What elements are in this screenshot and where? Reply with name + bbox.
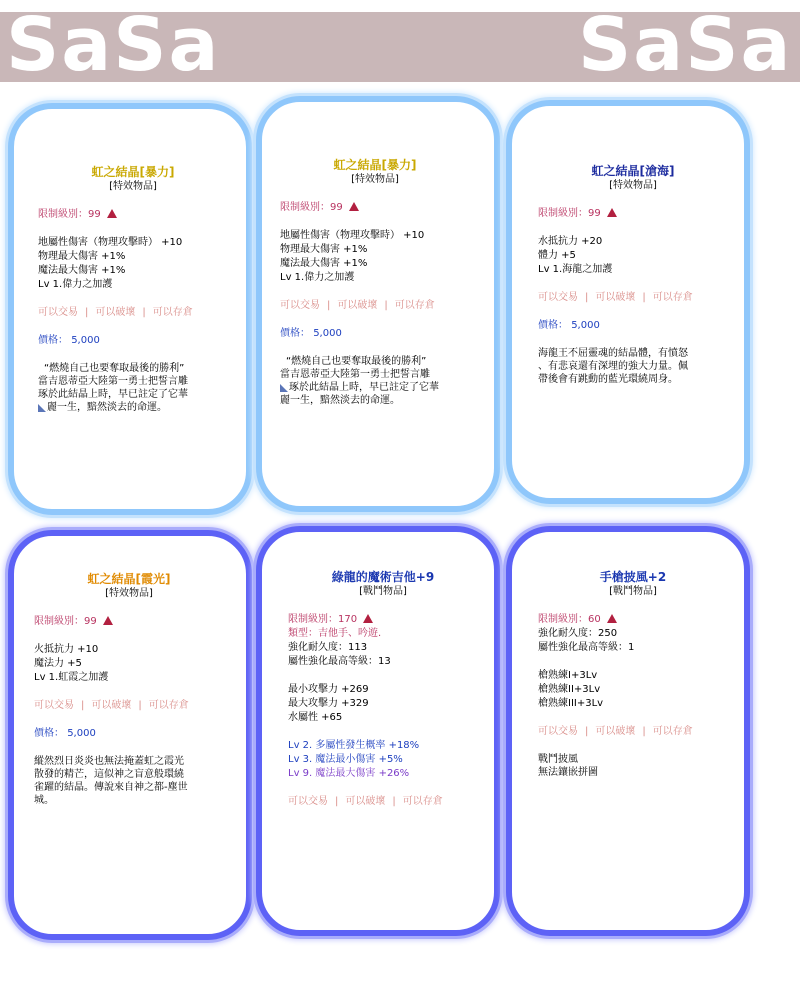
header-banner xyxy=(0,12,800,82)
stat-line: 火抵抗力 +10 xyxy=(34,644,99,655)
stat-line: 魔法最大傷害 +1% xyxy=(280,258,368,269)
up-triangle-icon xyxy=(363,614,373,623)
level-requirement: 限制級別：99 xyxy=(280,201,470,215)
attack-line: 最小攻擊力 +269 xyxy=(288,684,369,695)
item-card-green-dragon-guitar xyxy=(256,526,500,936)
bonus-line: Lv 9. 魔法最大傷害 +26% xyxy=(288,768,410,779)
permissions: 可以交易 | 可以破壞 | 可以存倉 xyxy=(38,307,193,318)
stat-line: 強化耐久度：250 xyxy=(538,628,618,639)
price: 價格： 5,000 xyxy=(280,328,342,339)
item-title: 虹之結晶[滄海] xyxy=(591,164,675,178)
stat-line: 體力 +5 xyxy=(538,250,576,261)
bonus-line: Lv 2. 多屬性發生概率 +18% xyxy=(288,740,420,751)
item-title: 手槍披風+2 xyxy=(599,570,667,584)
item-title: 虹之結晶[霞光] xyxy=(87,572,171,586)
level-requirement: 限制級別：60 xyxy=(538,613,728,627)
item-card-rainbow-crystal-ocean xyxy=(506,100,750,504)
skill-line: 槍熟練III+3Lv xyxy=(538,698,604,709)
item-title: 虹之結晶[暴力] xyxy=(333,158,417,172)
skill-line: 槍熟練I+3Lv xyxy=(538,670,598,681)
permissions: 可以交易 | 可以破壞 | 可以存倉 xyxy=(538,726,693,737)
permissions: 可以交易 | 可以破壞 | 可以存倉 xyxy=(288,796,443,807)
up-triangle-icon xyxy=(607,614,617,623)
item-description: 戰鬥披風 無法鑲嵌拼圖 xyxy=(538,754,598,778)
bonus-line: Lv 3. 魔法最小傷害 +5% xyxy=(288,754,403,765)
permissions: 可以交易 | 可以破壞 | 可以存倉 xyxy=(34,700,189,711)
stat-line: Lv 1.偉力之加護 xyxy=(280,272,355,283)
item-title: 虹之結晶[暴力] xyxy=(91,165,175,179)
stat-line: 物理最大傷害 +1% xyxy=(38,251,126,262)
permissions: 可以交易 | 可以破壞 | 可以存倉 xyxy=(538,292,693,303)
corner-marker-icon xyxy=(38,404,46,412)
stat-line: 屬性強化最高等級：13 xyxy=(288,656,391,667)
level-requirement: 限制級別：99 xyxy=(538,207,728,221)
price: 價格： 5,000 xyxy=(34,728,96,739)
logo-right: SaSa xyxy=(578,12,793,82)
stat-line: 物理最大傷害 +1% xyxy=(280,244,368,255)
stat-line: Lv 1.偉力之加護 xyxy=(38,279,113,290)
item-description: “燃燒自己也要奪取最後的勝利” 當吉恩蒂亞大陸第一勇士把誓言雕 琢於此結晶上時，早已註定了它華 麗一生，黯然淡去的命運。 xyxy=(38,363,188,413)
up-triangle-icon xyxy=(349,202,359,211)
item-card-rainbow-crystal-violence-1 xyxy=(8,103,252,515)
stat-line: Lv 1.海龍之加護 xyxy=(538,264,613,275)
stat-line: 水抵抗力 +20 xyxy=(538,236,603,247)
price: 價格： 5,000 xyxy=(38,335,100,346)
item-category: [戰鬥物品] xyxy=(359,586,407,597)
item-card-rainbow-crystal-sunset xyxy=(8,530,252,940)
item-category: [戰鬥物品] xyxy=(609,586,657,597)
permissions: 可以交易 | 可以破壞 | 可以存倉 xyxy=(280,300,435,311)
skill-line: 槍熟練II+3Lv xyxy=(538,684,601,695)
stat-line: 屬性強化最高等級：1 xyxy=(538,642,635,653)
up-triangle-icon xyxy=(607,208,617,217)
item-type: 類型：吉他手、吟遊. xyxy=(288,628,382,639)
up-triangle-icon xyxy=(103,616,113,625)
item-card-rainbow-crystal-violence-2 xyxy=(256,96,500,512)
price: 價格： 5,000 xyxy=(538,320,600,331)
item-description: 縱然烈日炎炎也無法掩蓋虹之霞光 散發的精芒，這似神之盲意般環繞 雀躍的結晶。傳說來自神之都-塵世 城。 xyxy=(34,756,188,806)
stat-line: Lv 1.虹霞之加護 xyxy=(34,672,109,683)
up-triangle-icon xyxy=(107,209,117,218)
corner-marker-icon xyxy=(280,384,288,392)
stat-line: 地屬性傷害（物理攻擊時） +10 xyxy=(280,230,425,241)
stat-line: 魔法力 +5 xyxy=(34,658,82,669)
item-category: [特效物品] xyxy=(109,181,157,192)
attack-line: 最大攻擊力 +329 xyxy=(288,698,369,709)
logo-left: SaSa xyxy=(6,12,221,82)
item-description: 海龍王不屈靈魂的結晶體，有憤怒 、有悲哀還有深埋的強大力量。佩 帶後會有跳動的藍光環繞周身。 xyxy=(538,348,688,385)
item-category: [特效物品] xyxy=(609,180,657,191)
stat-line: 魔法最大傷害 +1% xyxy=(38,265,126,276)
stat-line: 強化耐久度：113 xyxy=(288,642,368,653)
level-requirement: 限制級別：170 xyxy=(288,613,478,627)
item-card-pistol-cloak xyxy=(506,526,750,936)
item-category: [特效物品] xyxy=(105,588,153,599)
level-requirement: 限制級別：99 xyxy=(38,208,228,222)
attack-line: 水屬性 +65 xyxy=(288,712,343,723)
item-description: “燃燒自己也要奪取最後的勝利” 當吉恩蒂亞大陸第一勇士把誓言雕 琢於此結晶上時，早已註定了它華 麗一生，黯然淡去的命運。 xyxy=(280,356,439,406)
item-category: [特效物品] xyxy=(351,174,399,185)
level-requirement: 限制級別：99 xyxy=(34,615,224,629)
stat-line: 地屬性傷害（物理攻擊時） +10 xyxy=(38,237,183,248)
item-title: 綠龍的魔術吉他+9 xyxy=(331,570,435,584)
